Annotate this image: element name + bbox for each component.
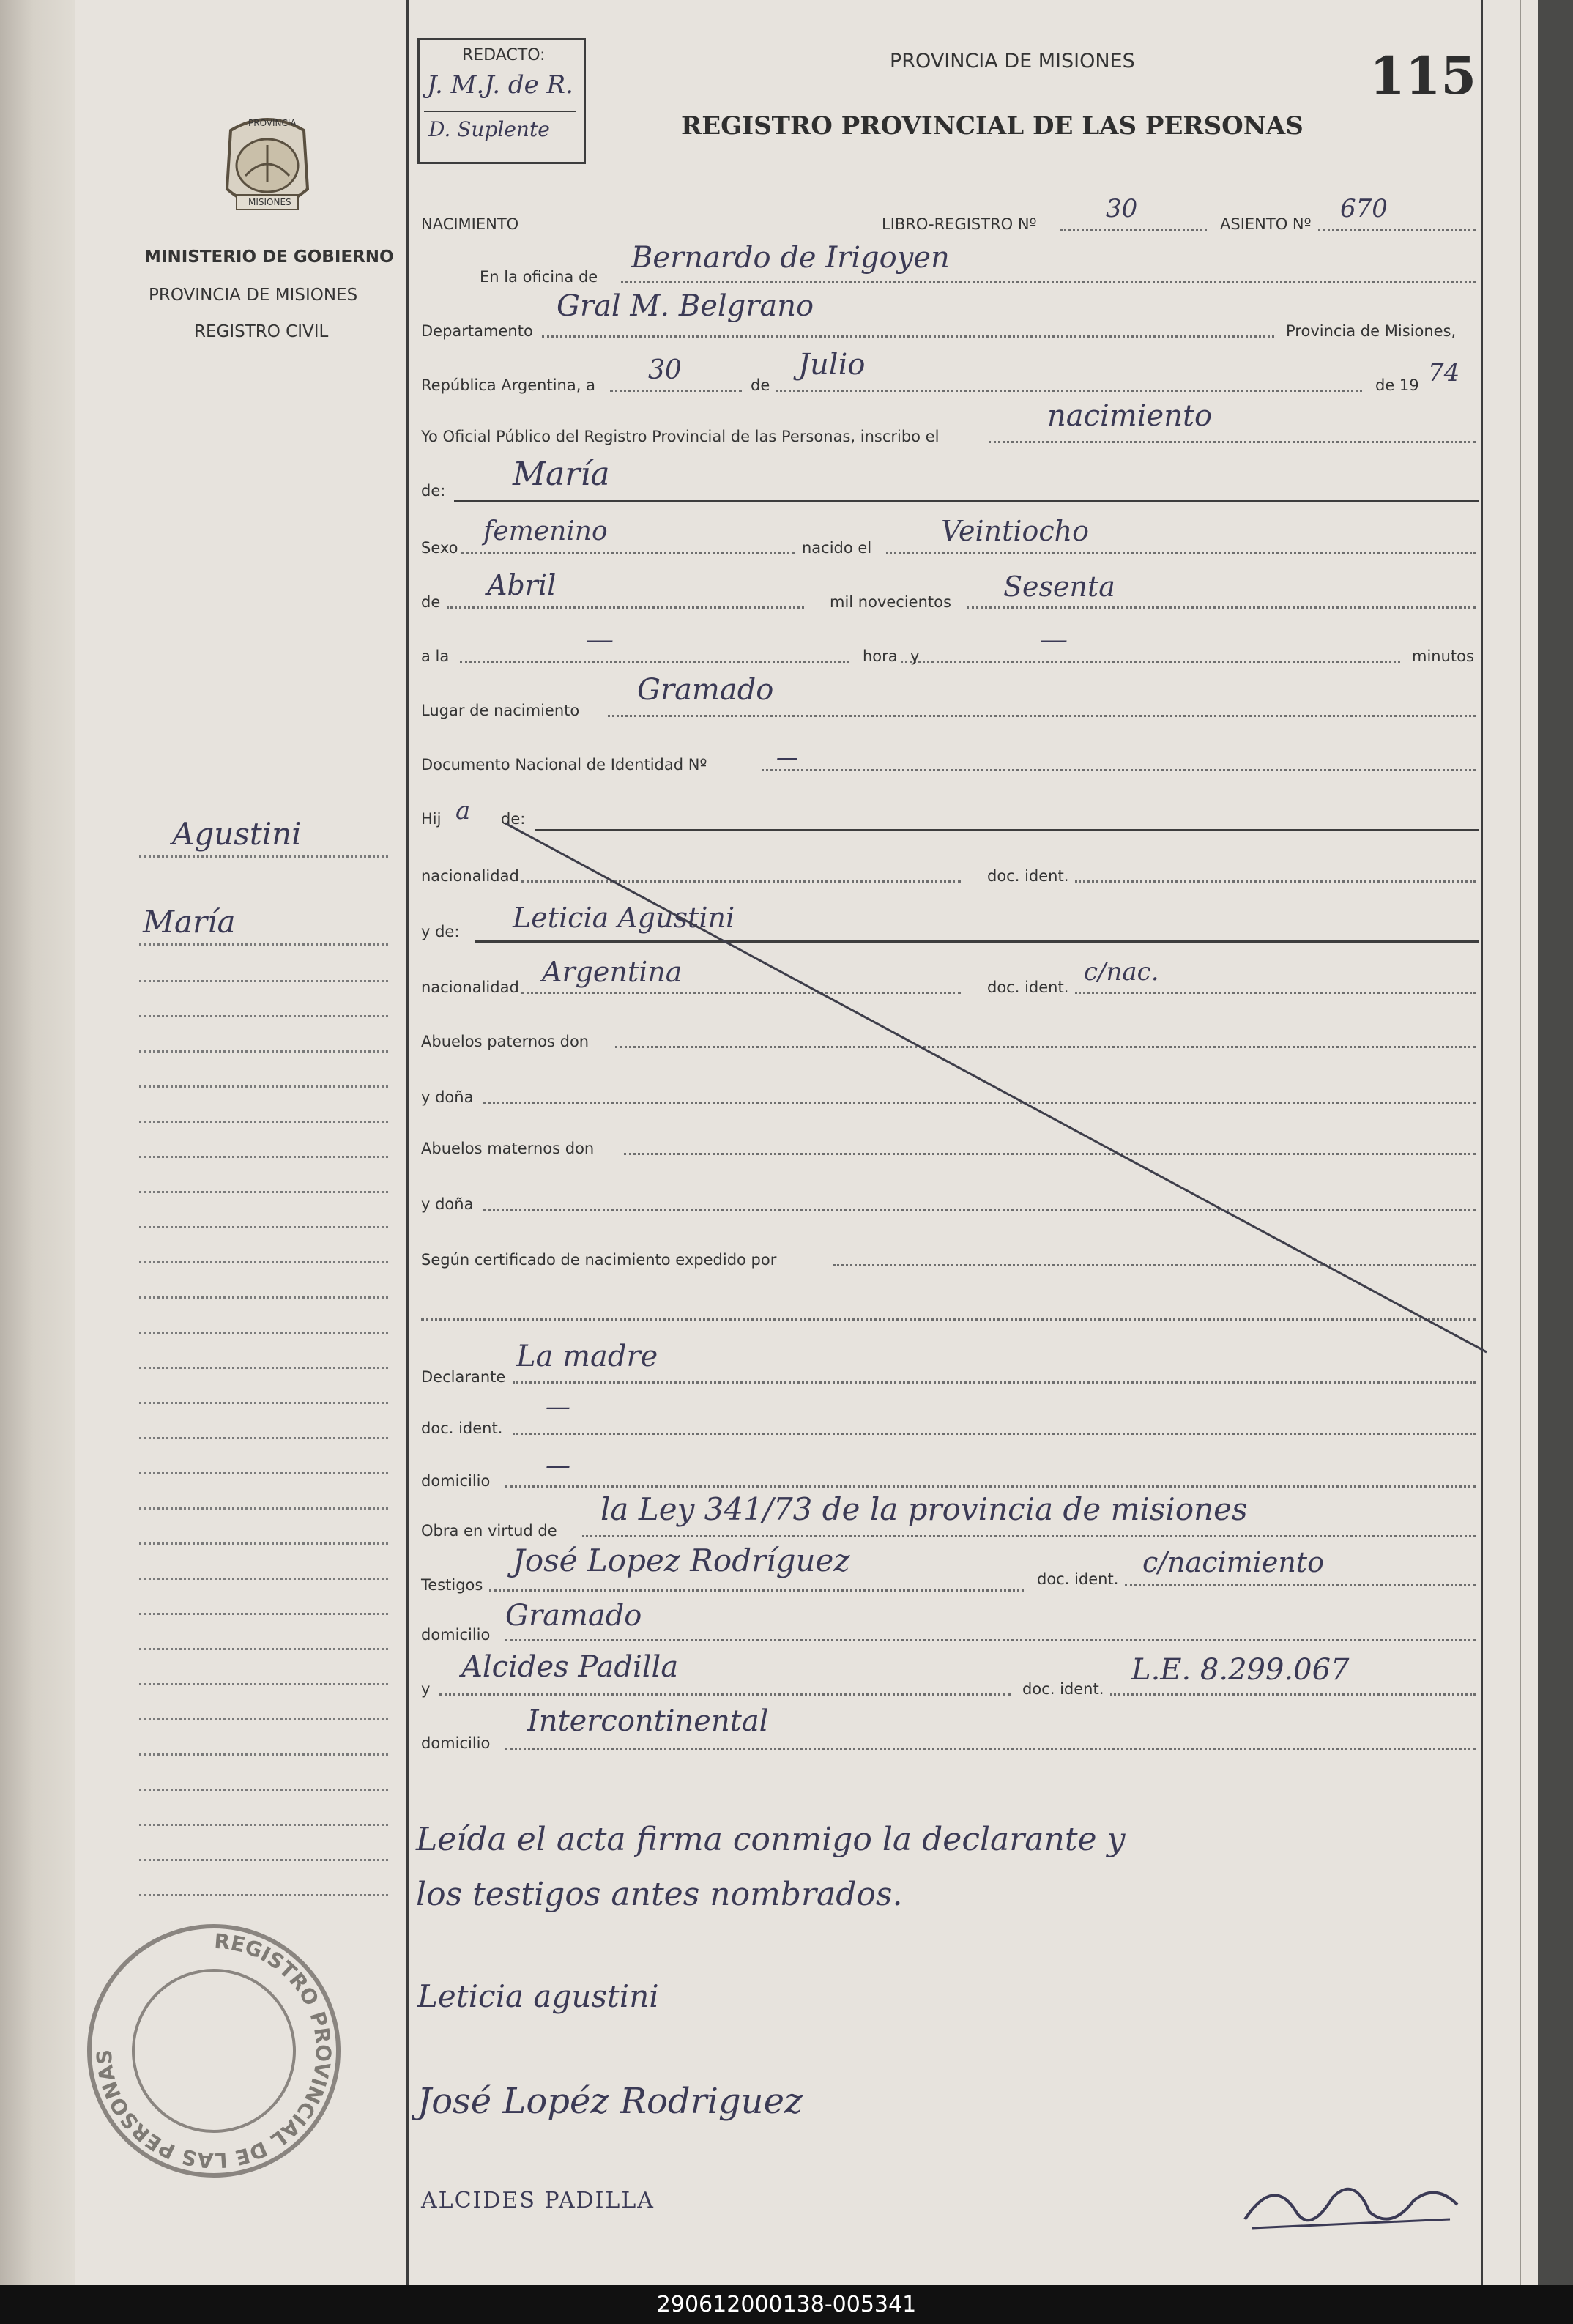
testigo2-value: Alcides Padilla [461, 1650, 679, 1684]
anio-nac-value: Sesenta [1003, 571, 1115, 603]
doc-ident4-label: doc. ident. [1037, 1570, 1119, 1588]
domicilio-value: — [546, 1451, 570, 1480]
redacto-line1: J. M.J. de R. [427, 70, 573, 100]
declarante-label: Declarante [421, 1368, 506, 1386]
hij-suffix: a [455, 796, 471, 825]
ministry-line3: REGISTRO CIVIL [194, 322, 329, 341]
domicilio2-value: Gramado [505, 1599, 642, 1633]
nacionalidad2-label: nacionalidad [421, 979, 519, 996]
doc-ident3-label: doc. ident. [421, 1419, 503, 1437]
doc-ident2-label: doc. ident. [987, 979, 1069, 996]
departamento-value: Gral M. Belgrano [557, 289, 814, 323]
lugar-label: Lugar de nacimiento [421, 702, 580, 719]
libro-value: 30 [1106, 194, 1138, 223]
anio-value: 74 [1428, 358, 1460, 387]
obra-value: la Ley 341/73 de la provincia de misiones [600, 1491, 1248, 1527]
minutos-value: — [1040, 623, 1068, 656]
obra-line [582, 1535, 1476, 1537]
y-dona1-label: y doña [421, 1088, 474, 1106]
nacionalidad2-value: Argentina [542, 956, 683, 988]
footer-id-bar [0, 2285, 1573, 2324]
mes-nac-value: Abril [487, 569, 557, 601]
y-de-label: y de: [421, 923, 460, 940]
signature-jose: José Lopéz Rodriguez [417, 2081, 803, 2122]
svg-text:REGISTRO PROVINCIAL DE LAS PER [92, 1929, 335, 2173]
abuelos-p-label: Abuelos paternos don [421, 1033, 590, 1050]
doc-ident4-line [1125, 1584, 1476, 1586]
domicilio3-value: Intercontinental [527, 1704, 769, 1738]
de19-label: de 19 [1375, 376, 1419, 394]
declarante-value: La madre [516, 1340, 658, 1373]
doc-ident2-value: c/nac. [1084, 957, 1159, 987]
margin-name: María [143, 904, 236, 940]
libro-label: LIBRO-REGISTRO Nº [882, 215, 1037, 233]
document-id: 290612000138-005341 [656, 2292, 917, 2317]
domicilio2-line [505, 1639, 1476, 1641]
registry-heading: REGISTRO PROVINCIAL DE LAS PERSONAS [681, 111, 1304, 141]
signature-leticia: Leticia agustini [417, 1978, 659, 2014]
testigos-label: Testigos [421, 1576, 483, 1594]
doc-ident5-label: doc. ident. [1022, 1680, 1104, 1698]
lugar-value: Gramado [637, 673, 774, 707]
oficina-value: Bernardo de Irigoyen [631, 241, 950, 275]
province-header: PROVINCIA DE MISIONES [890, 50, 1135, 73]
redacto-line2: D. Suplente [428, 117, 550, 141]
dni-value: — [776, 745, 798, 771]
madre-value: Leticia Agustini [513, 902, 735, 934]
domicilio-label: domicilio [421, 1472, 491, 1490]
declarante-line [513, 1381, 1476, 1384]
de3-label: de: [501, 810, 526, 828]
y-dona2-label: y doña [421, 1195, 474, 1213]
de-colon-label: de: [421, 482, 446, 500]
sexo-label: Sexo [421, 539, 458, 557]
obra-label: Obra en virtud de [421, 1522, 557, 1540]
acto-value: nacimiento [1047, 399, 1213, 433]
doc-ident5-value: L.E. 8.299.067 [1131, 1653, 1350, 1687]
domicilio3-label: domicilio [421, 1734, 491, 1752]
y2-label: y [421, 1680, 431, 1698]
ministry-line1: MINISTERIO DE GOBIERNO [144, 248, 394, 267]
emblem-top-text: PROVINCIA [248, 118, 297, 128]
domicilio-line [505, 1485, 1476, 1488]
redacto-title: REDACTO: [462, 46, 546, 64]
hora-label: hora [863, 647, 898, 665]
doc-ident3-line [513, 1433, 1476, 1435]
de-label: de [751, 376, 770, 394]
departamento-label: Departamento [421, 322, 533, 340]
asiento-label: ASIENTO Nº [1220, 215, 1312, 233]
officer-signature [1230, 2161, 1472, 2241]
doc-ident3-value: — [546, 1392, 570, 1422]
certificado-label: Según certificado de nacimiento expedido por [421, 1251, 777, 1269]
emblem-bottom-text: MISIONES [248, 197, 291, 207]
page-number: 115 [1369, 45, 1477, 106]
registry-round-stamp [82, 1919, 346, 2183]
asiento-value: 670 [1340, 194, 1388, 223]
sexo-value: femenino [483, 516, 608, 546]
a-la-label: a la [421, 647, 450, 665]
hora-value: — [586, 623, 614, 656]
minutos-label: minutos [1412, 647, 1474, 665]
dia-value: 30 [648, 355, 682, 385]
de2-label: de [421, 593, 441, 611]
nacimiento-label: NACIMIENTO [421, 215, 519, 233]
margin-surname: Agustini [172, 816, 302, 852]
domicilio3-line [505, 1748, 1476, 1750]
provincia-label: Provincia de Misiones, [1286, 322, 1457, 340]
testigo1-line [489, 1589, 1024, 1592]
nacido-value: Veintiocho [941, 515, 1090, 547]
doc-ident4-value: c/nacimiento [1142, 1546, 1324, 1578]
closing-line1: Leída el acta firma conmigo la declarante y [416, 1821, 1126, 1858]
testigo1-value: José Lopez Rodríguez [513, 1542, 850, 1578]
ministry-line2: PROVINCIA DE MISIONES [149, 286, 358, 305]
round-stamp-text: REGISTRO PROVINCIAL DE LAS PERSONAS [92, 1928, 336, 2173]
republica-label: República Argentina, a [421, 376, 595, 394]
nacido-label: nacido el [802, 539, 872, 557]
mil-label: mil novecientos [830, 593, 951, 611]
signature-alcides: ALCIDES PADILLA [421, 2188, 655, 2213]
nombre-value: María [513, 456, 610, 493]
closing-line2: los testigos antes nombrados. [416, 1876, 903, 1913]
dni-label: Documento Nacional de Identidad Nº [421, 756, 707, 773]
oficial-label: Yo Oficial Público del Registro Provincial de las Personas, inscribo el [421, 428, 940, 445]
hij-label: Hij [421, 810, 442, 828]
doc-ident-label: doc. ident. [987, 867, 1069, 885]
abuelos-m-label: Abuelos maternos don [421, 1140, 595, 1157]
nacionalidad-label: nacionalidad [421, 867, 519, 885]
doc-ident5-line [1110, 1693, 1476, 1696]
testigo2-line [439, 1693, 1011, 1696]
domicilio2-label: domicilio [421, 1626, 491, 1644]
oficina-label: En la oficina de [480, 268, 598, 286]
mes-value: Julio [798, 348, 866, 382]
y-label: y [910, 647, 920, 665]
